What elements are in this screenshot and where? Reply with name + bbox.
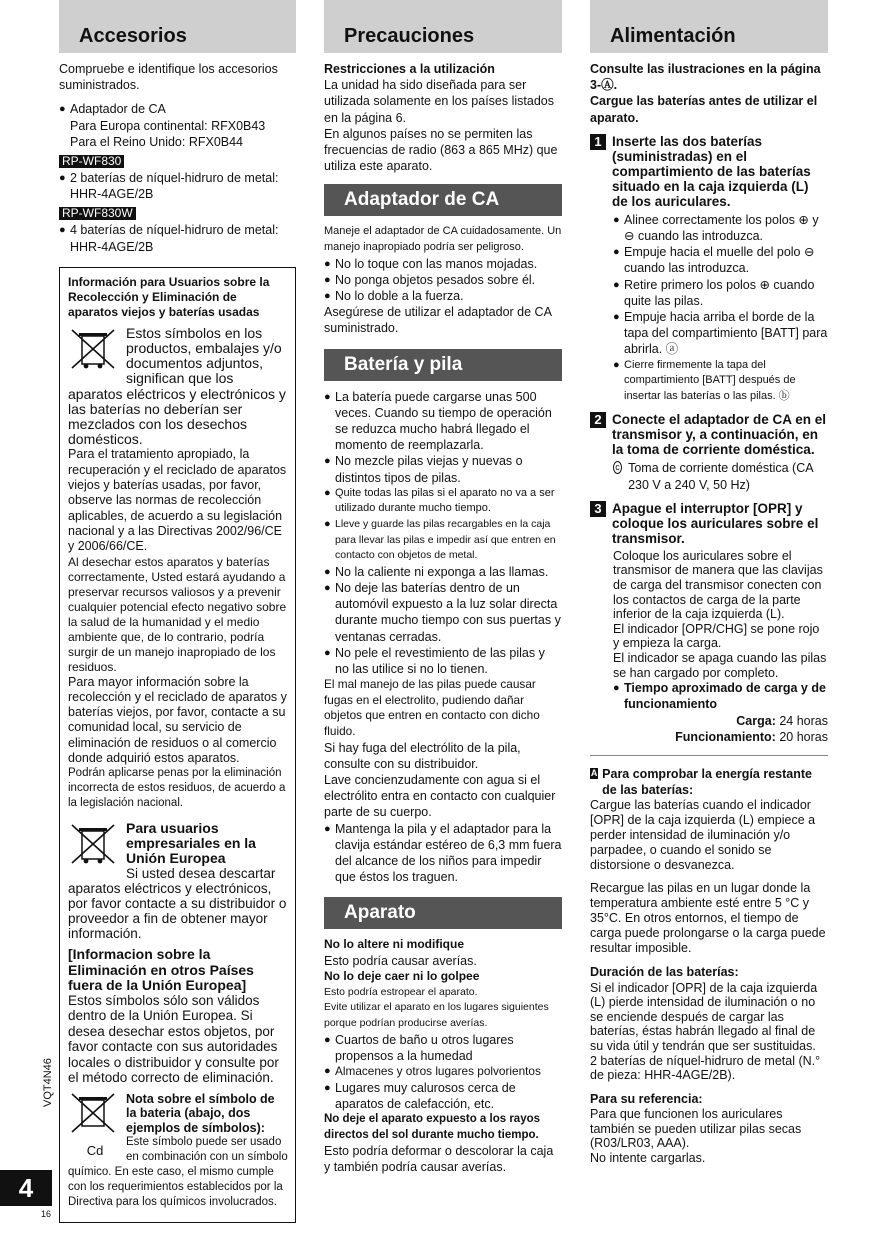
section-title-bateria: Batería y pila xyxy=(324,349,562,381)
step-1-bullet-4: ● Empuje hacia arriba el borde de la tapa del compartimiento [BATT] para abrirla. ⓐ xyxy=(613,309,828,358)
document-code: VQT4N46 xyxy=(42,1058,54,1107)
battery-bullet-2: ● No mezcle pilas viejas y nuevas o distintos tipos de pilas. xyxy=(324,453,562,485)
adapter-europe: Para Europa continental: RFX0B43 xyxy=(70,118,266,133)
power-intro-2: Cargue las baterías antes de utilizar el aparato. xyxy=(590,94,818,125)
charge-label: Carga: xyxy=(736,713,776,728)
recycling-p4: Para mayor información sobre la recolección y el reciclado de aparatos y baterías viejos, por favor, contacte a su comunidad local, su servicio de eliminación de residuos o al comercio donde adquirió estos aparatos. xyxy=(68,674,287,766)
battery-bullet-1: ● La batería puede cargarse unas 500 veces. Cuando su tiempo de operación se reduzca mucho habrá llegado el momento de reemplazarla. xyxy=(324,389,562,454)
page-number-tab: 4 xyxy=(0,1170,52,1206)
step-2-outlet: Toma de corriente doméstica (CA 230 V a 240 V, 50 Hz) xyxy=(628,461,813,492)
step-2-title: Conecte el adaptador de CA en el transmisor y, a continuación, en la toma de corriente doméstica. xyxy=(612,412,827,458)
duration-part: 2 baterías de níquel-hidruro de metal (N.° de pieza: HHR-4AGE/2B). xyxy=(590,1053,821,1083)
battery-bullet-5: ● No la caliente ni exponga a las llamas. xyxy=(324,564,562,580)
restrictions-p1: La unidad ha sido diseñada para ser utilizada solamente en los países listados en la página 6. xyxy=(324,78,554,125)
duration-text: Si el indicador [OPR] de la caja izquierda (L) pierde intensidad de iluminación o no se enciende después de cargar las baterías, éstas habrán llegado al final de su vida útil y tendrán que ser sustituidas. xyxy=(590,980,818,1053)
step-2 xyxy=(590,412,828,457)
step-3-p1: Coloque los auriculares sobre el transmisor de manera que las clavijas de carga del transmisor conecten con los contactos de carga de la parte inferior de la caja izquierda (L). xyxy=(613,548,823,622)
accesorios-intro: Compruebe e identifique los accesorios suministrados. xyxy=(59,62,278,93)
model-badge-2: RP-WF830W xyxy=(59,207,136,220)
adapter-uk: Para el Reino Unido: RFX0B44 xyxy=(70,134,244,149)
step-3-p3: El indicador se apaga cuando las pilas se han cargado por completo. xyxy=(613,650,827,680)
energy-text: Cargue las baterías cuando el indicador [OPR] de la caja izquierda (L) empiece a perder intensidad de iluminación y/o parpadee, o cuando el sonido se distorsione o desvanezca. xyxy=(590,798,816,873)
device-text-1: Esto podría causar averías. xyxy=(324,954,477,969)
label-c-icon: c xyxy=(613,461,622,474)
device-bullet-3: ● Lugares muy calurosos cerca de aparatos de calefacción, etc. xyxy=(324,1080,562,1112)
energy-check-heading xyxy=(590,766,828,798)
column-precauciones xyxy=(324,0,562,1176)
crossed-bin-icon xyxy=(68,328,122,380)
recycling-p5: Podrán aplicarse penas por la eliminación incorrecta de estos residuos, de acuerdo a la legislación nacional. xyxy=(68,767,286,810)
recycling-p1: Estos símbolos en los productos, embalajes y/o documentos adjuntos, significan que los aparatos eléctricos y electrónicos y las baterías no deberían ser mezclados con los desechos domésticos. xyxy=(68,324,286,448)
operation-label: Funcionamiento: xyxy=(675,729,776,744)
device-text-4: Esto podría deformar o descolorar la caja y también podría causar averías. xyxy=(324,1144,554,1175)
reference-warning: No intente cargarlas. xyxy=(590,1150,706,1165)
energy-title: Para comprobar la energía restante de las baterías: xyxy=(602,766,812,798)
device-heading-3: No deje el aparato expuesto a los rayos directos del sol durante mucho tiempo. xyxy=(324,1113,541,1141)
accessory-adapter xyxy=(59,101,296,150)
adapter-p2: Asegúrese de utilizar el adaptador de CA suministrado. xyxy=(324,305,552,336)
section-title-aparato: Aparato xyxy=(324,897,562,929)
adapter-item: ● Adaptador de CA xyxy=(70,102,166,117)
cd-symbol-label: Cd xyxy=(86,1142,104,1158)
device-bullet-2: ● Almacenes y otros lugares polvorientos xyxy=(324,1064,562,1080)
charge-value: 24 horas xyxy=(779,713,828,728)
battery-note-text: Este símbolo puede ser usado en combinación con un símbolo químico. En este caso, el mismo cumple con los requerimientos establecidos por la Directiva para los químicos involucrados. xyxy=(68,1136,288,1209)
power-intro-1: Consulte las ilustraciones en la página 3-Ⓐ. xyxy=(590,62,821,93)
device-heading-2: No lo deje caer ni lo golpee xyxy=(324,969,480,984)
step-2-number: 2 xyxy=(590,412,606,428)
operation-value: 20 horas xyxy=(779,729,828,744)
reference-title: Para su referencia: xyxy=(590,1091,703,1106)
accessory-batteries-1: ● 2 baterías de níquel-hidruro de metal: HHR-4AGE/2B xyxy=(59,170,296,202)
device-text-2: Esto podría estropear el aparato. xyxy=(324,985,478,998)
device-bullet-1: ● Cuartos de baño u otros lugares propensos a la humedad xyxy=(324,1032,562,1064)
battery-bullet-4: ● Lleve y guarde las pilas recargables en la caja para llevar las pilas e impedir así que entren en contacto con objetos de metal. xyxy=(324,517,562,564)
business-text: Si usted desea descartar aparatos eléctricos y electrónicos, por favor contacte a su distribuidor o proveedor a fin de obtener mayor información. xyxy=(68,866,287,942)
business-title: Para usuarios empresariales en la Unión Europea xyxy=(126,820,256,867)
duration-title: Duración de las baterías: xyxy=(590,965,739,980)
section-title-precauciones: Precauciones xyxy=(324,0,562,53)
device-text-3: Evite utilizar el aparato en los lugares siguientes porque podrían producirse averías. xyxy=(324,1001,549,1030)
battery-bullet-7: ● No pele el revestimiento de las pilas y no las utilice si no lo tienen. xyxy=(324,645,562,677)
model-badge-1: RP-WF830 xyxy=(59,155,124,168)
reference-text: Para que funcionen los auriculares también se pueden utilizar pilas secas (R03/LR03, AAA). xyxy=(590,1106,802,1151)
recycling-info-box xyxy=(59,267,296,1223)
section-title-adaptador: Adaptador de CA xyxy=(324,184,562,216)
step-1-bullet-5: ● Cierre firmemente la tapa del compartimiento [BATT] después de insertar las baterías o las pilas. ⓑ xyxy=(613,358,828,405)
battery-bullet-3: ● Quite todas las pilas si el aparato no va a ser utilizado durante mucho tiempo. xyxy=(324,486,562,517)
crossed-bin-icon-business xyxy=(68,823,122,875)
other-countries-text: Estos símbolos sólo son válidos dentro de la Unión Europea. Si desea desechar estos objetos, por favor contacte con sus autoridades locales o distribuidor y consulte por el método correcto de eliminación. xyxy=(68,992,279,1086)
step-1-bullet-3: ● Retire primero los polos ⊕ cuando quite las pilas. xyxy=(613,277,828,309)
restrictions-heading: Restricciones a la utilización xyxy=(324,62,495,76)
label-a-icon: A xyxy=(590,767,598,778)
recycling-p3: Al desechar estos aparatos y baterías correctamente, Usted estará ayudando a preservar recursos valiosos y a prevenir cualquier potencial efecto negativo sobre la salud de la humanidad y el medio ambiente que, de lo contrario, podría surgir de un manejo inapropiado de los residuos. xyxy=(68,554,287,674)
device-heading-1: No lo altere ni modifique xyxy=(324,937,465,952)
step-1-title: Inserte las dos baterías (suministradas) en el compartimiento de las baterías situado en la caja izquierda (L) de los auriculares. xyxy=(612,133,811,209)
adapter-bullet-2: ● No ponga objetos pesados sobre él. xyxy=(324,272,562,288)
operation-time xyxy=(613,729,828,745)
battery-bin-icon xyxy=(68,1092,122,1138)
adapter-bullet-1: ● No lo toque con las manos mojadas. xyxy=(324,256,562,272)
battery-note-title: Nota sobre el símbolo de la bateria (abajo, dos ejemplos de símbolos): xyxy=(126,1091,275,1135)
divider xyxy=(590,755,828,756)
section-title-alimentacion: Alimentación xyxy=(590,0,828,53)
other-countries-title: [Informacion sobre la Eliminación en otros Países fuera de la Unión Europea] xyxy=(68,946,254,993)
column-alimentacion xyxy=(590,0,828,1165)
step-1-number: 1 xyxy=(590,134,606,150)
adapter-bullet-3: ● No lo doble a la fuerza. xyxy=(324,288,562,304)
recharge-text: Recargue las pilas en un lugar donde la temperatura ambiente esté entre 5 °C y 35°C. En otros entornos, el tiempo de carga puede prolongarse o la carga puede resultar imposible. xyxy=(590,881,826,956)
battery-p2: Si hay fuga del electrólito de la pila, consulte con su distribuidor. xyxy=(324,740,521,771)
battery-bullet-6: ● No deje las baterías dentro de un automóvil expuesto a la luz solar directa durante mucho tiempo con sus puertas y ventanas cerradas. xyxy=(324,580,562,645)
step-3-number: 3 xyxy=(590,501,606,517)
step-3 xyxy=(590,501,828,546)
charge-time xyxy=(613,713,828,729)
step-1-bullet-1: ● Alinee correctamente los polos ⊕ y ⊖ cuando las introduzca. xyxy=(613,212,828,244)
accessory-batteries-2: ● 4 baterías de níquel-hidruro de metal: HHR-4AGE/2B xyxy=(59,222,296,254)
step-3-title: Apague el interruptor [OPR] y coloque los auriculares sobre el transmisor. xyxy=(612,500,819,546)
section-title-accesorios: Accesorios xyxy=(59,0,296,53)
battery-bullet-8: ● Mantenga la pila y el adaptador para la clavija estándar estéreo de 6,3 mm fuera del alcance de los niños para impedir que éstos los traguen. xyxy=(324,821,562,886)
column-accesorios xyxy=(59,0,296,1223)
step-1-bullet-2: ● Empuje hacia el muelle del polo ⊖ cuando las introduzca. xyxy=(613,244,828,276)
recycling-title: Información para Usuarios sobre la Recolección y Eliminación de aparatos viejos y baterías usadas xyxy=(68,274,270,319)
step-3-bullet-1: ● Tiempo aproximado de carga y de funcionamiento xyxy=(613,680,828,712)
battery-p1: El mal manejo de las pilas puede causar fugas en el electrolito, pudiendo dañar objetos que entren en contacto con dicho fluido. xyxy=(324,677,540,739)
adapter-p1: Maneje el adaptador de CA cuidadosamente. Un manejo inapropiado podría ser peligroso. xyxy=(324,225,562,254)
recycling-p2: Para el tratamiento apropiado, la recuperación y el reciclado de aparatos viejos y baterías usadas, por favor, observe las normas de recolección aplicables, de acuerdo a su legislación nacional y a las Directivas 2002/96/CE y 2006/66/CE. xyxy=(68,447,287,554)
battery-p3: Lave concienzudamente con agua si el electrólito entra en contacto con cualquier parte de su cuerpo. xyxy=(324,773,556,820)
sub-page-number: 16 xyxy=(41,1209,52,1219)
step-3-p2: El indicador [OPR/CHG] se pone rojo y empieza la carga. xyxy=(613,621,820,651)
step-1 xyxy=(590,134,828,209)
restrictions-p2: En algunos países no se permiten las frecuencias de radio (863 a 865 MHz) que utiliza este aparato. xyxy=(324,126,558,174)
